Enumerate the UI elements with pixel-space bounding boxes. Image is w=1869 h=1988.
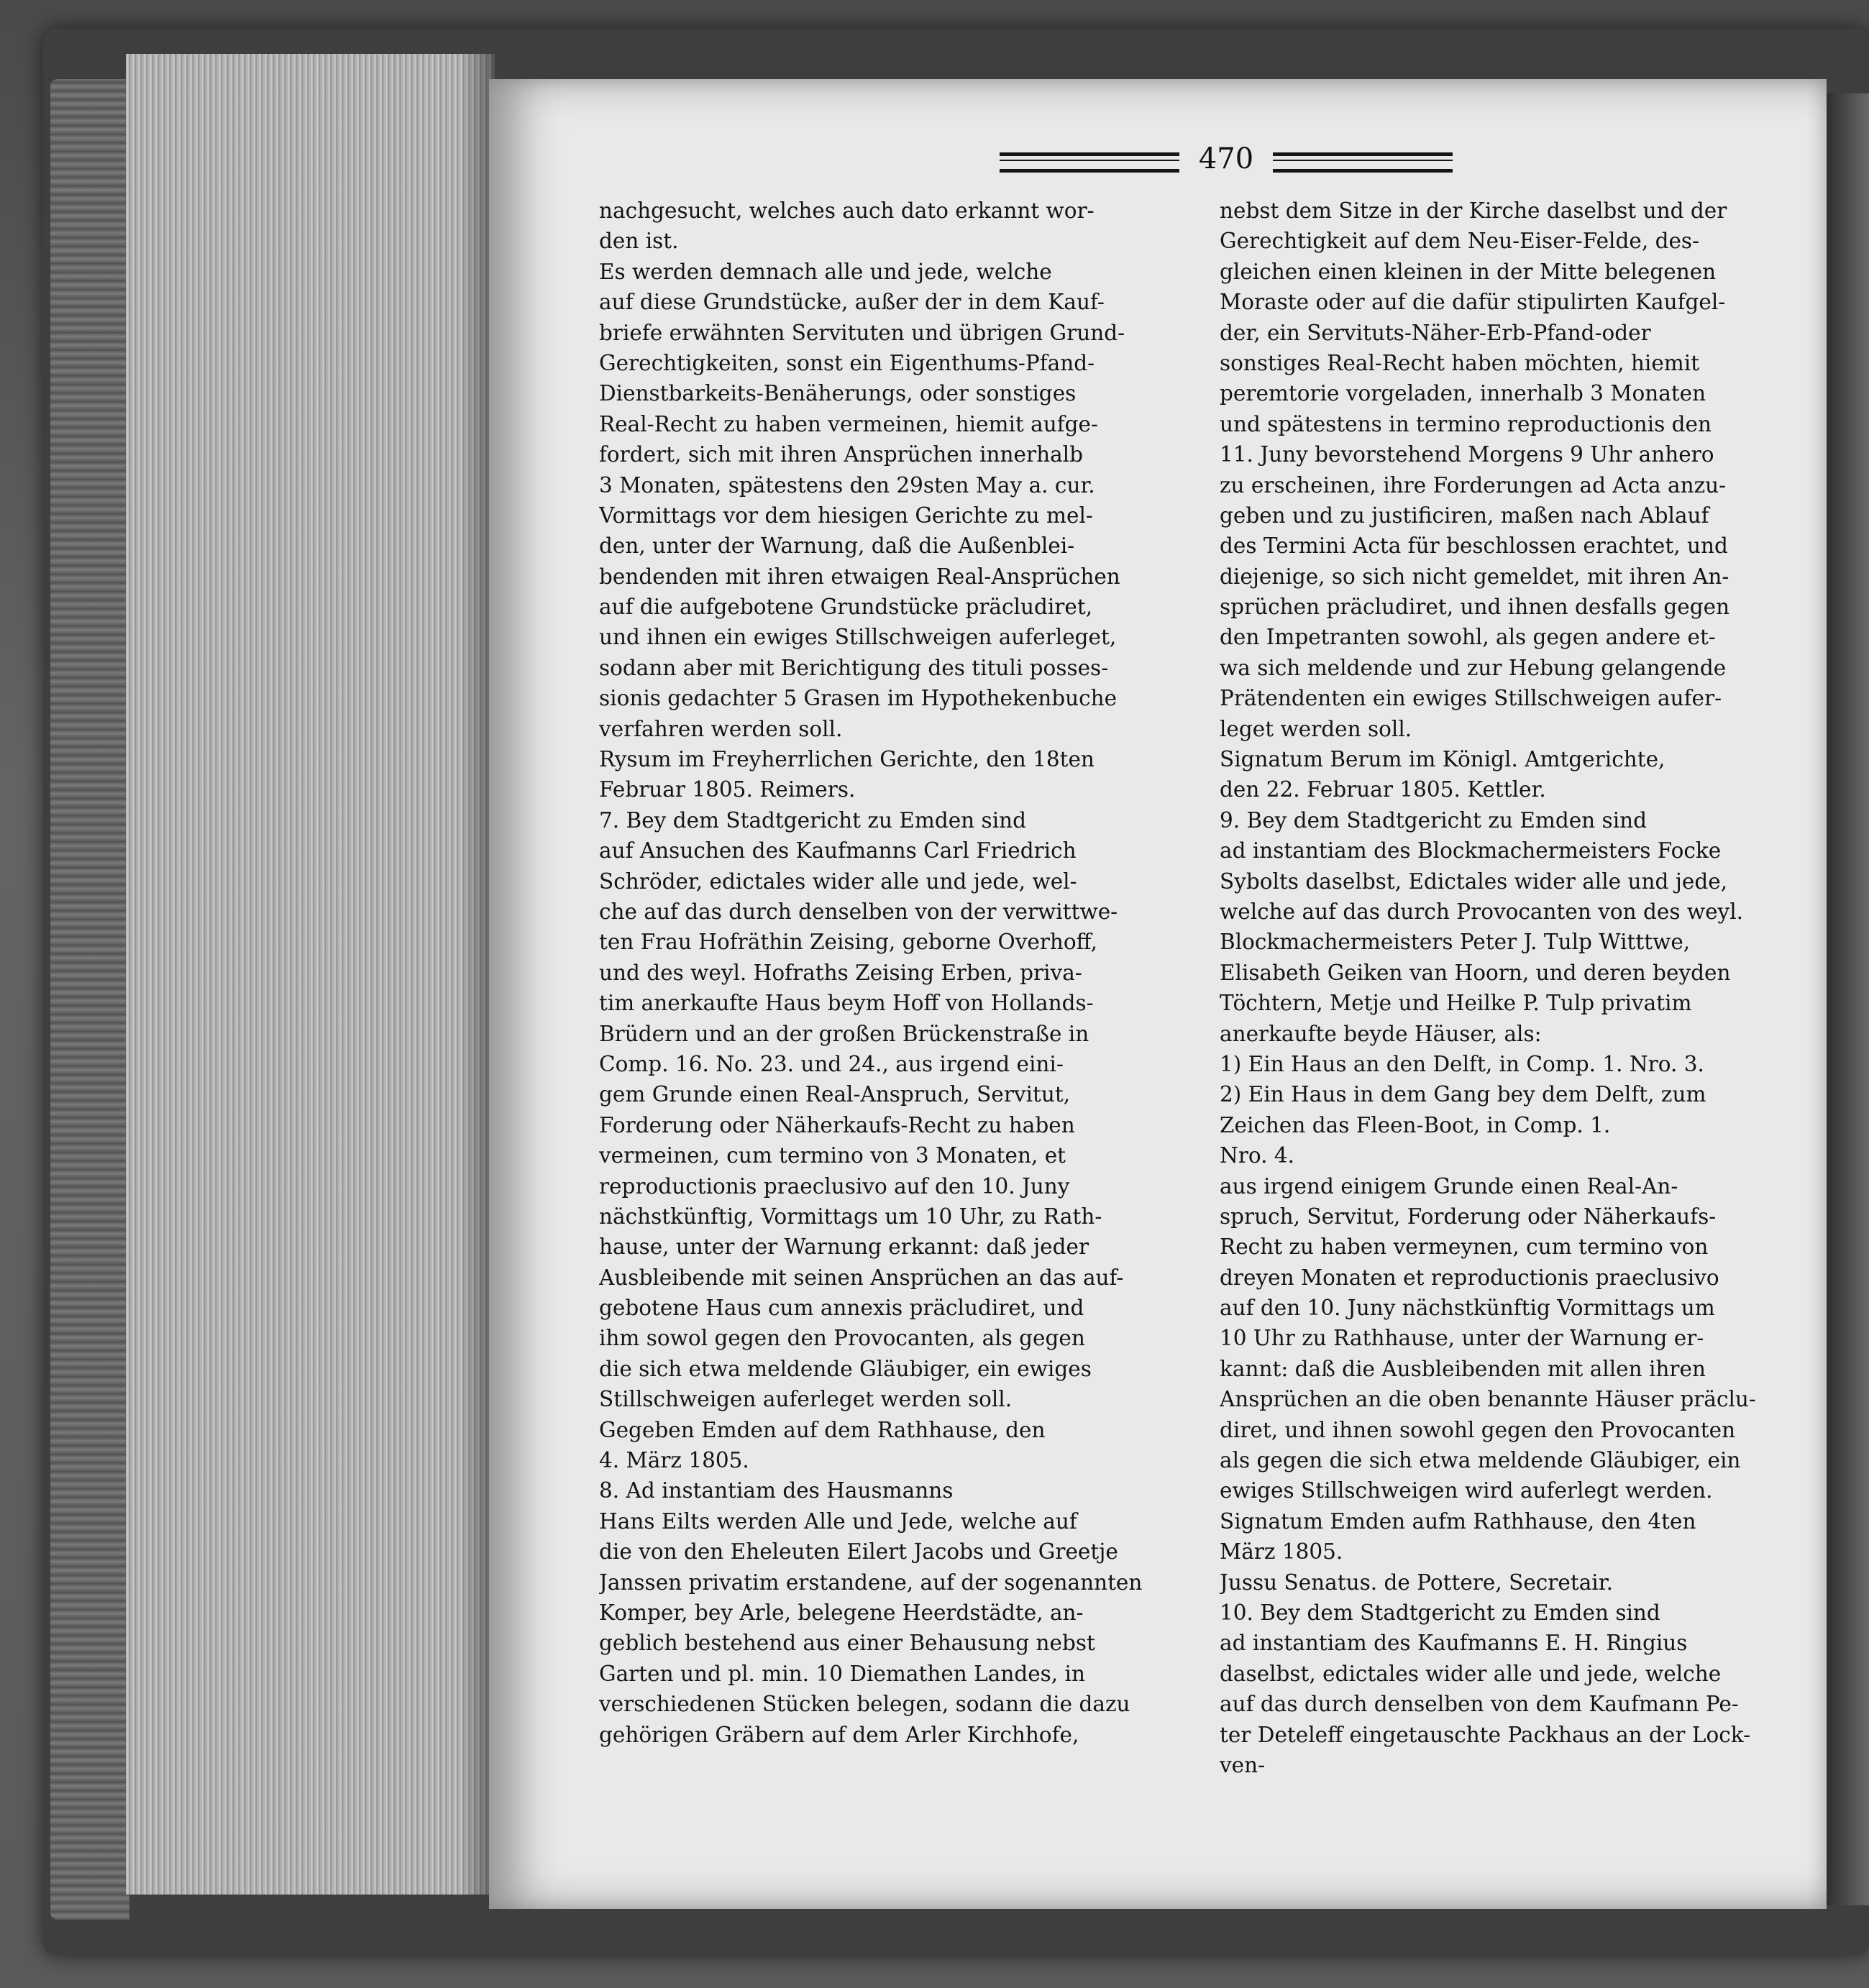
text-line: diejenige, so sich nicht gemeldet, mit ihren An- [1220, 564, 1729, 589]
text-line: als gegen die sich etwa meldende Gläubiger, ein [1220, 1448, 1741, 1473]
text-line: Vormittags vor dem hiesigen Gerichte zu mel- [599, 503, 1093, 528]
text-line: 9. Bey dem Stadtgericht zu Emden sind [1220, 807, 1648, 833]
text-line: Garten und pl. min. 10 Diemathen Landes, in [599, 1661, 1085, 1686]
text-line: che auf das durch denselben von der verwittwe- [599, 899, 1118, 924]
text-column-left [599, 196, 1189, 1750]
text-line: auf das durch denselben von dem Kaufmann Pe- [1220, 1692, 1739, 1717]
text-line: Brüdern und an der großen Brückenstraße in [599, 1021, 1089, 1046]
text-line: diret, und ihnen sowohl gegen den Provocanten [1220, 1417, 1736, 1442]
text-line: 10. Bey dem Stadtgericht zu Emden sind [1220, 1600, 1660, 1625]
text-line: Forderung oder Näherkaufs-Recht zu haben [599, 1112, 1075, 1137]
text-line: ad instantiam des Blockmachermeisters Focke [1220, 838, 1722, 864]
text-line: die sich etwa meldende Gläubiger, ein ewiges [599, 1356, 1092, 1381]
text-line: dreyen Monaten et reproductionis praeclusivo [1220, 1265, 1719, 1290]
text-line: nachgesucht, welches auch dato erkannt wor- [599, 198, 1095, 223]
facing-page-edge [1827, 93, 1869, 1905]
text-line: auf Ansuchen des Kaufmanns Carl Friedrich [599, 838, 1077, 864]
text-line: auf den 10. Juny nächstkünftig Vormittags um [1220, 1296, 1715, 1321]
text-line: fordert, sich mit ihren Ansprüchen innerhalb [599, 442, 1083, 467]
text-line: Gerechtigkeit auf dem Neu-Eiser-Felde, des- [1220, 229, 1700, 254]
text-line: Moraste oder auf die dafür stipulirten Kaufgel- [1220, 290, 1726, 315]
text-line: Februar 1805. Reimers. [599, 777, 856, 802]
text-line: leget werden soll. [1220, 716, 1412, 741]
text-line: Komper, bey Arle, belegene Heerdstädte, an- [599, 1600, 1084, 1625]
text-line: peremtorie vorgeladen, innerhalb 3 Monaten [1220, 381, 1706, 406]
text-line: nächstkünftig, Vormittags um 10 Uhr, zu Rath- [599, 1204, 1102, 1229]
text-line: des Termini Acta für beschlossen erachtet, und [1220, 533, 1728, 559]
text-line: und ihnen ein ewiges Stillschweigen auferleget, [599, 625, 1117, 650]
text-line: ad instantiam des Kaufmanns E. H. Ringius [1220, 1631, 1688, 1656]
book-spine-edge [50, 79, 129, 1920]
text-line: Ansprüchen an die oben benannte Häuser präclu- [1220, 1387, 1756, 1412]
text-line: Blockmachermeisters Peter J. Tulp Witttwe, [1220, 930, 1691, 955]
text-line: tim anerkaufte Haus beym Hoff von Hollands- [599, 991, 1094, 1016]
text-line: 3 Monaten, spätestens den 29sten May a. cur. [599, 472, 1095, 498]
text-line: 4. März 1805. [599, 1448, 749, 1473]
text-line: Ausbleibende mit seinen Ansprüchen an das auf- [599, 1265, 1124, 1290]
text-line: gleichen einen kleinen in der Mitte belegenen [1220, 259, 1717, 284]
text-line: sionis gedachter 5 Grasen im Hypothekenbuche [599, 686, 1118, 711]
text-line: Stillschweigen auferleget werden soll. [599, 1387, 1013, 1412]
text-line: geblich bestehend aus einer Behausung nebst [599, 1631, 1095, 1656]
text-line: geben und zu justificiren, maßen nach Ablauf [1220, 503, 1709, 528]
text-line: auf diese Grundstücke, außer der in dem Kauf- [599, 290, 1105, 315]
text-line: 2) Ein Haus in dem Gang bey dem Delft, zum [1220, 1082, 1706, 1107]
text-line: 8. Ad instantiam des Hausmanns [599, 1478, 954, 1503]
text-line: Recht zu haben vermeynen, cum termino von [1220, 1235, 1709, 1260]
text-line: 11. Juny bevorstehend Morgens 9 Uhr anhero [1220, 442, 1714, 467]
text-line: Real-Recht zu haben vermeinen, hiemit aufge- [599, 411, 1098, 436]
text-line: ihm sowol gegen den Provocanten, als gegen [599, 1326, 1085, 1351]
text-line: verschiedenen Stücken belegen, sodann die dazu [599, 1692, 1130, 1717]
text-line: Gerechtigkeiten, sonst ein Eigenthums-Pfand- [599, 350, 1095, 375]
text-line: vermeinen, cum termino von 3 Monaten, et [599, 1143, 1066, 1168]
text-line: Signatum Berum im Königl. Amtgerichte, [1220, 747, 1665, 772]
text-line: 10 Uhr zu Rathhause, unter der Warnung er- [1220, 1326, 1704, 1351]
text-line: Jussu Senatus. de Pottere, Secretair. [1220, 1570, 1613, 1595]
text-line: Signatum Emden aufm Rathhause, den 4ten [1220, 1508, 1696, 1534]
header-rule-left [1000, 152, 1179, 173]
gutter-shadow [460, 54, 493, 1895]
text-line: ewiges Stillschweigen wird auferlegt werden. [1220, 1478, 1713, 1503]
text-line: gebotene Haus cum annexis präcludiret, und [599, 1296, 1084, 1321]
text-line: nebst dem Sitze in der Kirche daselbst und der [1220, 198, 1727, 223]
text-line: bendenden mit ihren etwaigen Real-Ansprüchen [599, 564, 1120, 589]
text-line: aus irgend einigem Grunde einen Real-An- [1220, 1173, 1678, 1199]
text-line: welche auf das durch Provocanten von des weyl. [1220, 899, 1744, 924]
text-line: verfahren werden soll. [599, 716, 843, 741]
text-line: sodann aber mit Berichtigung des tituli posses- [599, 655, 1109, 680]
text-line: kannt: daß die Ausbleibenden mit allen ihren [1220, 1356, 1706, 1381]
text-line: daselbst, edictales wider alle und jede, welche [1220, 1661, 1722, 1686]
text-line: Hans Eilts werden Alle und Jede, welche auf [599, 1508, 1077, 1534]
text-line: sprüchen präcludiret, und ihnen desfalls gegen [1220, 595, 1730, 620]
header-rule-right [1273, 152, 1453, 173]
text-line: 1) Ein Haus an den Delft, in Comp. 1. Nro. 3. [1220, 1051, 1704, 1076]
text-line: gehörigen Gräbern auf dem Arler Kirchhofe, [599, 1722, 1079, 1747]
text-line: wa sich meldende und zur Hebung gelangende [1220, 655, 1727, 680]
text-line: reproductionis praeclusivo auf den 10. Juny [599, 1173, 1070, 1199]
text-line: Gegeben Emden auf dem Rathhause, den [599, 1417, 1046, 1442]
text-line: Schröder, edictales wider alle und jede, wel- [599, 869, 1077, 894]
text-line: die von den Eheleuten Eilert Jacobs und Greetje [599, 1539, 1118, 1565]
text-line: spruch, Servitut, Forderung oder Näherkaufs- [1220, 1204, 1717, 1229]
text-line: hause, unter der Warnung erkannt: daß jeder [599, 1235, 1089, 1260]
text-line: Prätendenten ein ewiges Stillschweigen aufer- [1220, 686, 1722, 711]
text-line: Sybolts daselbst, Edictales wider alle und jede, [1220, 869, 1728, 894]
text-line: sonstiges Real-Recht haben möchten, hiemit [1220, 350, 1700, 375]
text-line: 7. Bey dem Stadtgericht zu Emden sind [599, 807, 1027, 833]
text-line: Es werden demnach alle und jede, welche [599, 259, 1052, 284]
text-line: den Impetranten sowohl, als gegen andere et- [1220, 625, 1716, 650]
text-line: Dienstbarkeits-Benäherungs, oder sonstiges [599, 381, 1077, 406]
page-number: 470 [1198, 142, 1254, 175]
text-line: briefe erwähnten Servituten und übrigen Grund- [599, 320, 1125, 345]
text-line: und des weyl. Hofraths Zeising Erben, priva- [599, 960, 1082, 985]
text-line: gem Grunde einen Real-Anspruch, Servitut, [599, 1082, 1071, 1107]
text-line: ten Frau Hofräthin Zeising, geborne Overhoff, [599, 930, 1097, 955]
text-line: den, unter der Warnung, daß die Außenblei- [599, 533, 1075, 559]
text-line: den ist. [599, 229, 679, 254]
text-line: März 1805. [1220, 1539, 1343, 1565]
text-line: Comp. 16. No. 23. und 24., aus irgend eini- [599, 1051, 1064, 1076]
text-line: zu erscheinen, ihre Forderungen ad Acta anzu- [1220, 472, 1727, 498]
text-column-right [1220, 196, 1809, 1780]
text-line: Elisabeth Geiken van Hoorn, und deren beyden [1220, 960, 1731, 985]
text-line: Janssen privatim erstandene, auf der sogenannten [599, 1570, 1143, 1595]
text-line: den 22. Februar 1805. Kettler. [1220, 777, 1546, 802]
text-line: der, ein Servituts-Näher-Erb-Pfand-oder [1220, 320, 1651, 345]
text-line: Töchtern, Metje und Heilke P. Tulp privatim [1220, 991, 1692, 1016]
text-line: auf die aufgebotene Grundstücke präcludiret, [599, 595, 1093, 620]
text-line: und spätestens in termino reproductionis den [1220, 411, 1712, 436]
page-stack-edges [126, 54, 495, 1895]
text-line: ter Deteleff eingetauschte Packhaus an der Lock- [1220, 1722, 1751, 1747]
text-line: Zeichen das Fleen-Boot, in Comp. 1. [1220, 1112, 1611, 1137]
text-line: ven- [1220, 1752, 1266, 1777]
text-line: anerkaufte beyde Häuser, als: [1220, 1021, 1542, 1046]
text-line: Nro. 4. [1220, 1143, 1295, 1168]
text-line: Rysum im Freyherrlichen Gerichte, den 18ten [599, 747, 1095, 772]
page-header [1000, 142, 1445, 178]
